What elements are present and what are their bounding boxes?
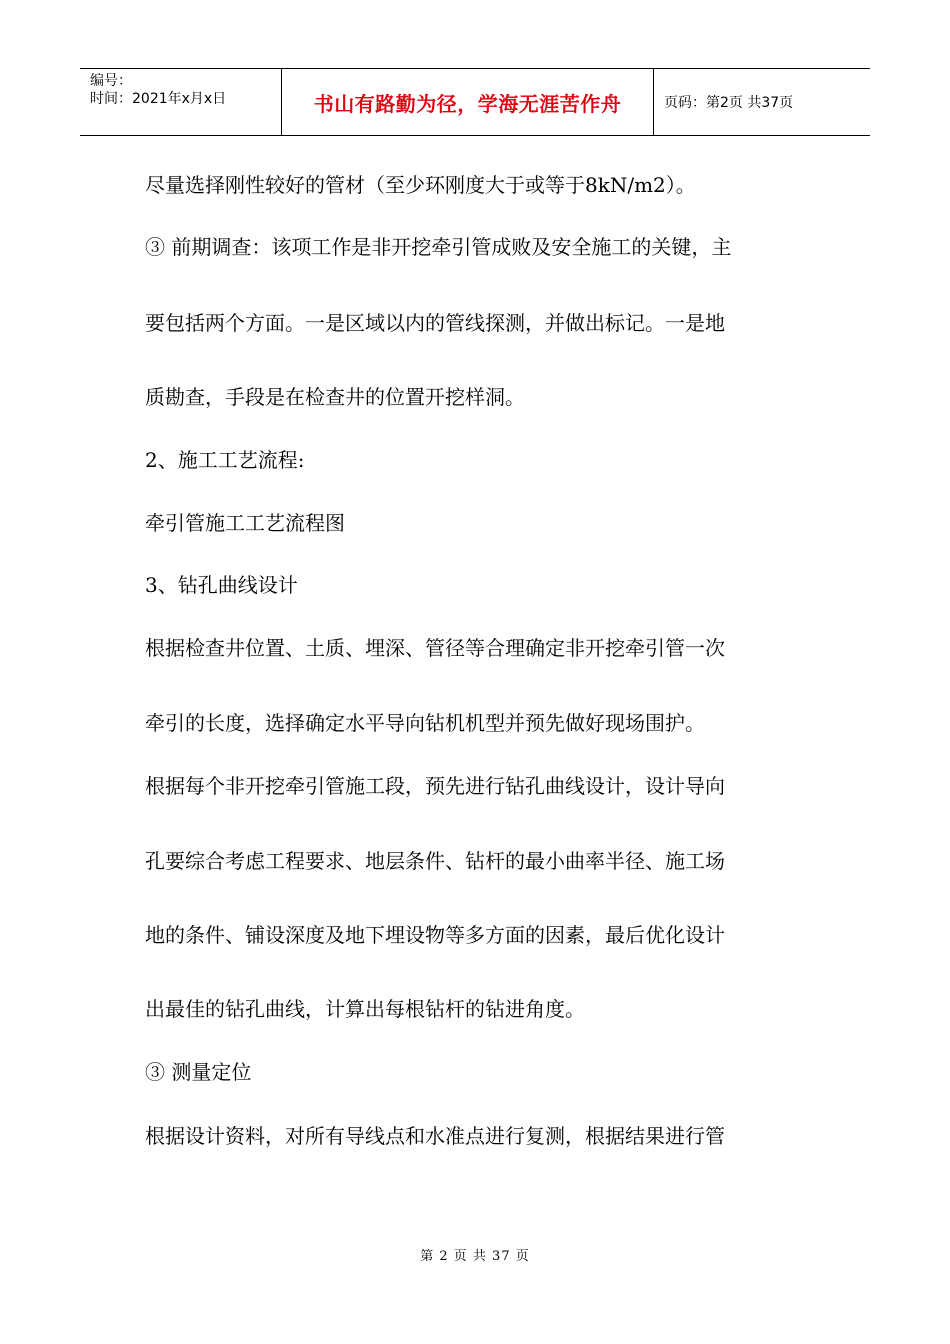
header-motto: 书山有路勤为径，学海无涯苦作舟 <box>282 69 654 135</box>
document-header <box>80 68 870 136</box>
body-line: 根据设计资料，对所有导线点和水准点进行复测，根据结果进行管 <box>145 1124 725 1148</box>
body-line: 出最佳的钻孔曲线，计算出每根钻杆的钻进角度。 <box>145 997 585 1021</box>
body-line: 牵引的长度，选择确定水平导向钻机机型并预先做好现场围护。 <box>145 711 705 735</box>
page-footer: 第 2 页 共 37 页 <box>420 1249 530 1264</box>
header-page-info: 页码：第2页 共37页 <box>664 95 794 111</box>
body-line: 孔要综合考虑工程要求、地层条件、钻杆的最小曲率半径、施工场 <box>145 849 725 873</box>
body-line: 牵引管施工工艺流程图 <box>145 511 345 535</box>
section-heading: 2、施工工艺流程: <box>145 448 305 472</box>
body-line: 尽量选择刚性较好的管材（至少环刚度大于或等于8kN/m2）。 <box>145 173 696 197</box>
body-line: 地的条件、铺设深度及地下埋设物等多方面的因素，最后优化设计 <box>145 923 725 947</box>
body-line: 质勘查，手段是在检查井的位置开挖样洞。 <box>145 385 525 409</box>
body-line: 根据检查井位置、土质、埋深、管径等合理确定非开挖牵引管一次 <box>145 636 725 660</box>
header-meta <box>80 69 282 135</box>
body-line: 根据每个非开挖牵引管施工段，预先进行钻孔曲线设计，设计导向 <box>145 774 725 798</box>
section-heading: ③ 测量定位 <box>145 1060 252 1084</box>
body-line: 要包括两个方面。一是区域以内的管线探测，并做出标记。一是地 <box>145 311 725 335</box>
body-line: ③ 前期调查：该项工作是非开挖牵引管成败及安全施工的关键，主 <box>145 235 732 259</box>
section-heading: 3、钻孔曲线设计 <box>145 573 298 597</box>
time-label: 时间：2021年x月x日 <box>90 91 227 107</box>
code-label: 编号： <box>90 73 132 89</box>
